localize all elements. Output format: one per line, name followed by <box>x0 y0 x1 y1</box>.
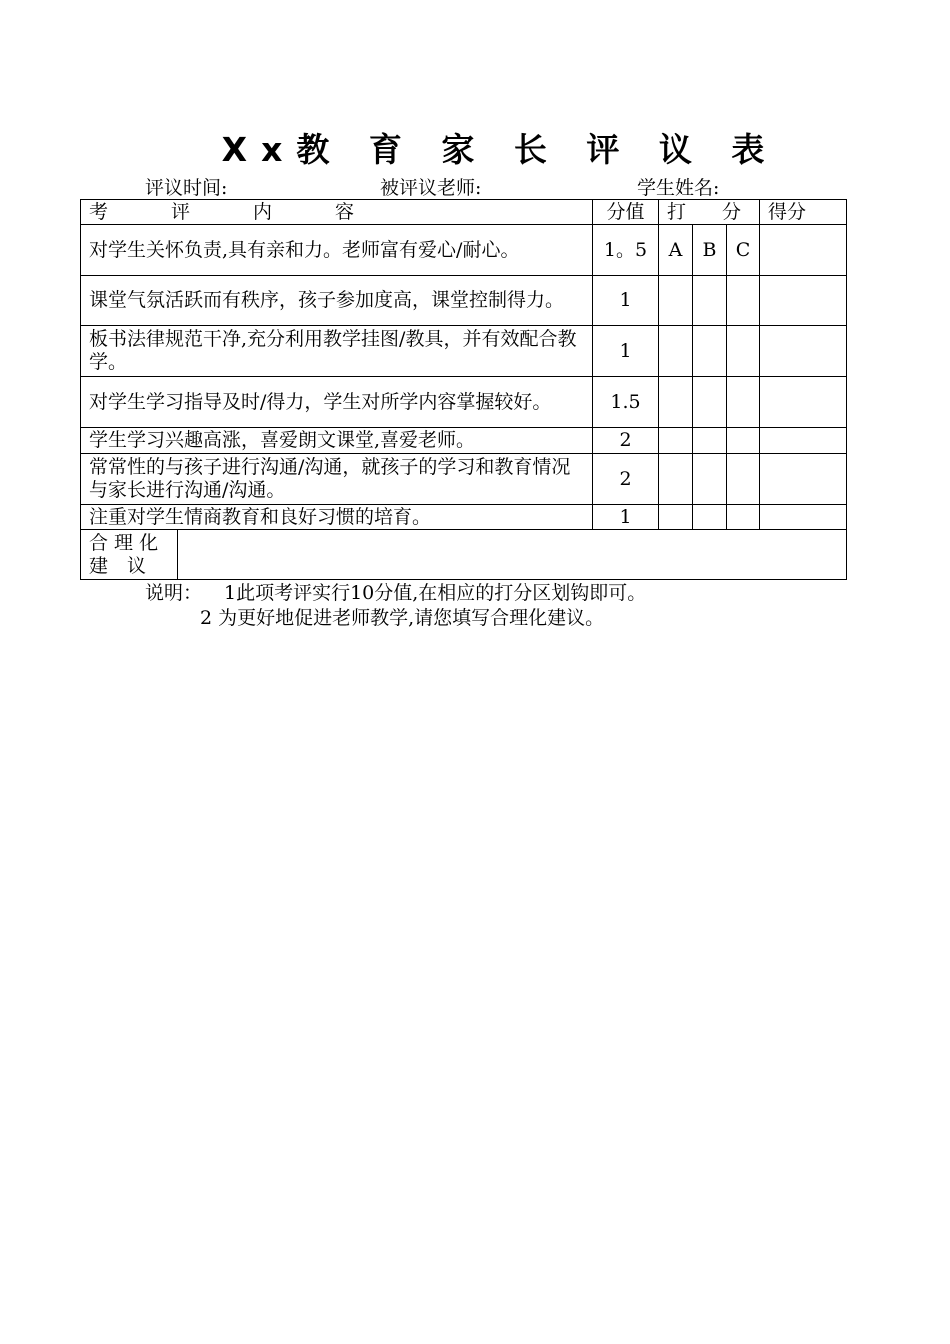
grade-c-cell[interactable] <box>727 428 760 454</box>
notes-line-1: 1此项考评实行10分值,在相应的打分区划钩即可。 <box>224 582 647 604</box>
grade-b-cell[interactable] <box>693 276 727 326</box>
criterion-text: 注重对学生情商教育和良好习惯的培育。 <box>81 505 593 530</box>
table-row <box>81 505 847 530</box>
evaluation-time-label: 评议时间: <box>145 177 228 199</box>
score-cell[interactable] <box>760 454 847 505</box>
grade-b-cell[interactable] <box>693 377 727 428</box>
grade-c-cell[interactable] <box>727 326 760 377</box>
notes-label: 说明： <box>145 582 203 604</box>
header-rating-char: 打 <box>667 200 687 223</box>
table-row <box>81 377 847 428</box>
score-cell[interactable] <box>760 276 847 326</box>
grade-b-cell[interactable] <box>693 428 727 454</box>
header-rating <box>659 200 760 225</box>
score-cell[interactable] <box>760 326 847 377</box>
header-content <box>81 200 593 225</box>
criterion-value: 2 <box>593 454 659 505</box>
page-title: Xx教 育 家 长 评 议 表 <box>221 130 779 169</box>
criterion-value: 1。5 <box>593 225 659 276</box>
grade-a-cell[interactable] <box>659 377 693 428</box>
header-score: 得分 <box>760 200 847 225</box>
criterion-text: 常常性的与孩子进行沟通/沟通，就孩子的学习和教育情况与家长进行沟通/沟通。 <box>81 454 593 505</box>
table-header-row <box>81 200 847 225</box>
criterion-text: 学生学习兴趣高涨，喜爱朗文课堂,喜爱老师。 <box>81 428 593 454</box>
grade-c-cell[interactable] <box>727 377 760 428</box>
criterion-value: 1 <box>593 505 659 530</box>
criterion-value: 2 <box>593 428 659 454</box>
grade-b-cell[interactable] <box>693 505 727 530</box>
header-content-char: 评 <box>170 200 190 223</box>
suggestion-label-line: 合 理 化 <box>89 531 159 554</box>
suggestion-label-line: 建 议 <box>89 554 147 577</box>
grade-b-cell[interactable] <box>693 326 727 377</box>
criterion-value: 1 <box>593 326 659 377</box>
header-content-char: 容 <box>334 200 354 223</box>
criterion-text: 对学生学习指导及时/得力，学生对所学内容掌握较好。 <box>81 377 593 428</box>
grade-c-cell[interactable]: C <box>727 225 760 276</box>
evaluation-table <box>80 199 847 580</box>
suggestion-label <box>81 530 178 580</box>
criterion-text: 课堂气氛活跃而有秩序，孩子参加度高，课堂控制得力。 <box>81 276 593 326</box>
grade-a-cell[interactable] <box>659 454 693 505</box>
teacher-label: 被评议老师: <box>380 177 482 199</box>
criterion-text: 板书法律规范干净,充分利用教学挂图/教具，并有效配合教学。 <box>81 326 593 377</box>
grade-b-cell[interactable] <box>693 454 727 505</box>
table-row <box>81 428 847 454</box>
grade-a-cell[interactable] <box>659 428 693 454</box>
criterion-text: 对学生关怀负责,具有亲和力。老师富有爱心/耐心。 <box>81 225 593 276</box>
header-score-value: 分值 <box>593 200 659 225</box>
table-row <box>81 326 847 377</box>
header-rating-char: 分 <box>722 200 742 223</box>
suggestion-field[interactable] <box>178 530 847 580</box>
grade-a-cell[interactable] <box>659 326 693 377</box>
grade-a-cell[interactable] <box>659 505 693 530</box>
score-cell[interactable] <box>760 225 847 276</box>
grade-c-cell[interactable] <box>727 276 760 326</box>
grade-c-cell[interactable] <box>727 454 760 505</box>
grade-b-cell[interactable]: B <box>693 225 727 276</box>
score-cell[interactable] <box>760 377 847 428</box>
grade-a-cell[interactable]: A <box>659 225 693 276</box>
criterion-value: 1 <box>593 276 659 326</box>
student-name-label: 学生姓名: <box>637 177 720 199</box>
header-content-char: 考 <box>89 200 109 223</box>
grade-a-cell[interactable] <box>659 276 693 326</box>
score-cell[interactable] <box>760 428 847 454</box>
suggestion-row <box>81 530 847 580</box>
header-content-char: 内 <box>252 200 272 223</box>
table-row <box>81 454 847 505</box>
table-row <box>81 276 847 326</box>
notes-line-2: 2 为更好地促进老师教学,请您填写合理化建议。 <box>200 607 605 629</box>
grade-c-cell[interactable] <box>727 505 760 530</box>
table-row <box>81 225 847 276</box>
criterion-value: 1.5 <box>593 377 659 428</box>
score-cell[interactable] <box>760 505 847 530</box>
